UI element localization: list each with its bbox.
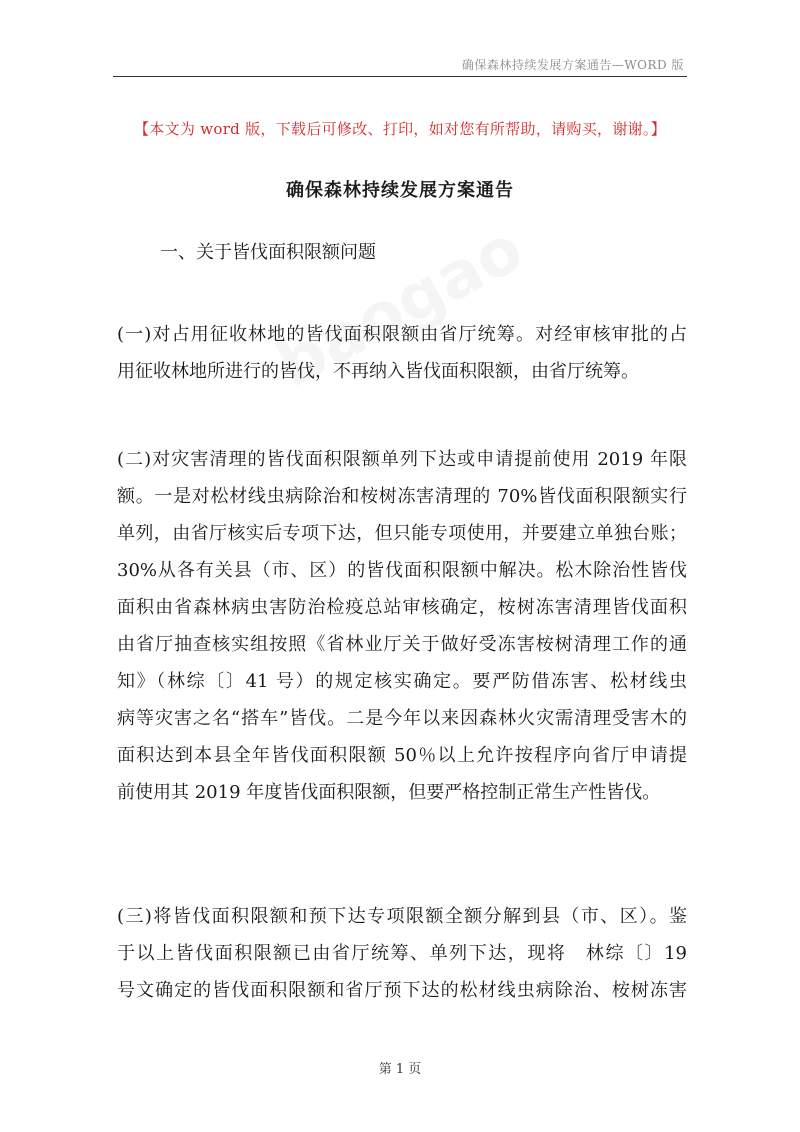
section-heading: 一、关于皆伐面积限额问题	[160, 242, 376, 263]
paragraph-line: 由省厅抽查核实组按照《省林业厅关于做好受冻害桉树清理工作的通	[117, 634, 687, 655]
header-divider	[113, 76, 687, 77]
paragraph-3	[117, 898, 687, 1009]
paragraph-line: 面积达到本县全年皆伐面积限额 50％以上允许按程序向省厅申请提	[117, 745, 687, 766]
paragraph-line: (二)对灾害清理的皆伐面积限额单列下达或申请提前使用 2019 年限	[117, 449, 687, 470]
watermark-logo	[188, 171, 611, 443]
running-header: 确保森林持续发展方案通告—WORD 版	[461, 58, 684, 72]
paragraph-line: 单列，由省厅核实后专项下达，但只能专项使用，并要建立单独台账；	[117, 523, 687, 544]
paragraph-line: 于以上皆伐面积限额已由省厅统筹、单列下达，现将 林综〔〕19	[117, 943, 687, 964]
paragraph-line: 30%从各有关县（市、区）的皆伐面积限额中解决。松木除治性皆伐	[117, 560, 687, 581]
paragraph-line: (一)对占用征收林地的皆伐面积限额由省厅统筹。对经审核审批的占	[117, 324, 687, 345]
page-number: 第 1 页	[378, 1062, 422, 1077]
document-title: 确保森林持续发展方案通告	[286, 180, 514, 201]
paragraph-line: (三)将皆伐面积限额和预下达专项限额全额分解到县（市、区）。鉴	[117, 906, 687, 927]
paragraph-line: 知》（林综〔〕41 号）的规定核实确定。要严防借冻害、松材线虫	[117, 671, 687, 692]
purchase-notice: 【本文为 word 版，下载后可修改、打印，如对您有所帮助，请购买，谢谢。】	[133, 120, 667, 138]
paragraph-2	[117, 441, 687, 811]
paragraph-line: 用征收林地所进行的皆伐，不再纳入皆伐面积限额，由省厅统筹。	[117, 361, 639, 382]
paragraph-line: 号文确定的皆伐面积限额和省厅预下达的松材线虫病除治、桉树冻害	[117, 980, 687, 1001]
paragraph-line: 前使用其 2019 年度皆伐面积限额，但要严格控制正常生产性皆伐。	[117, 782, 661, 803]
paragraph-line: 病等灾害之名“搭车”皆伐。二是今年以来因森林火灾需清理受害木的	[117, 708, 687, 729]
paragraph-line: 额。一是对松材线虫病除治和桉树冻害清理的 70%皆伐面积限额实行	[117, 486, 687, 507]
paragraph-1	[117, 316, 687, 390]
paragraph-line: 面积由省森林病虫害防治检疫总站审核确定，桉树冻害清理皆伐面积	[117, 597, 687, 618]
